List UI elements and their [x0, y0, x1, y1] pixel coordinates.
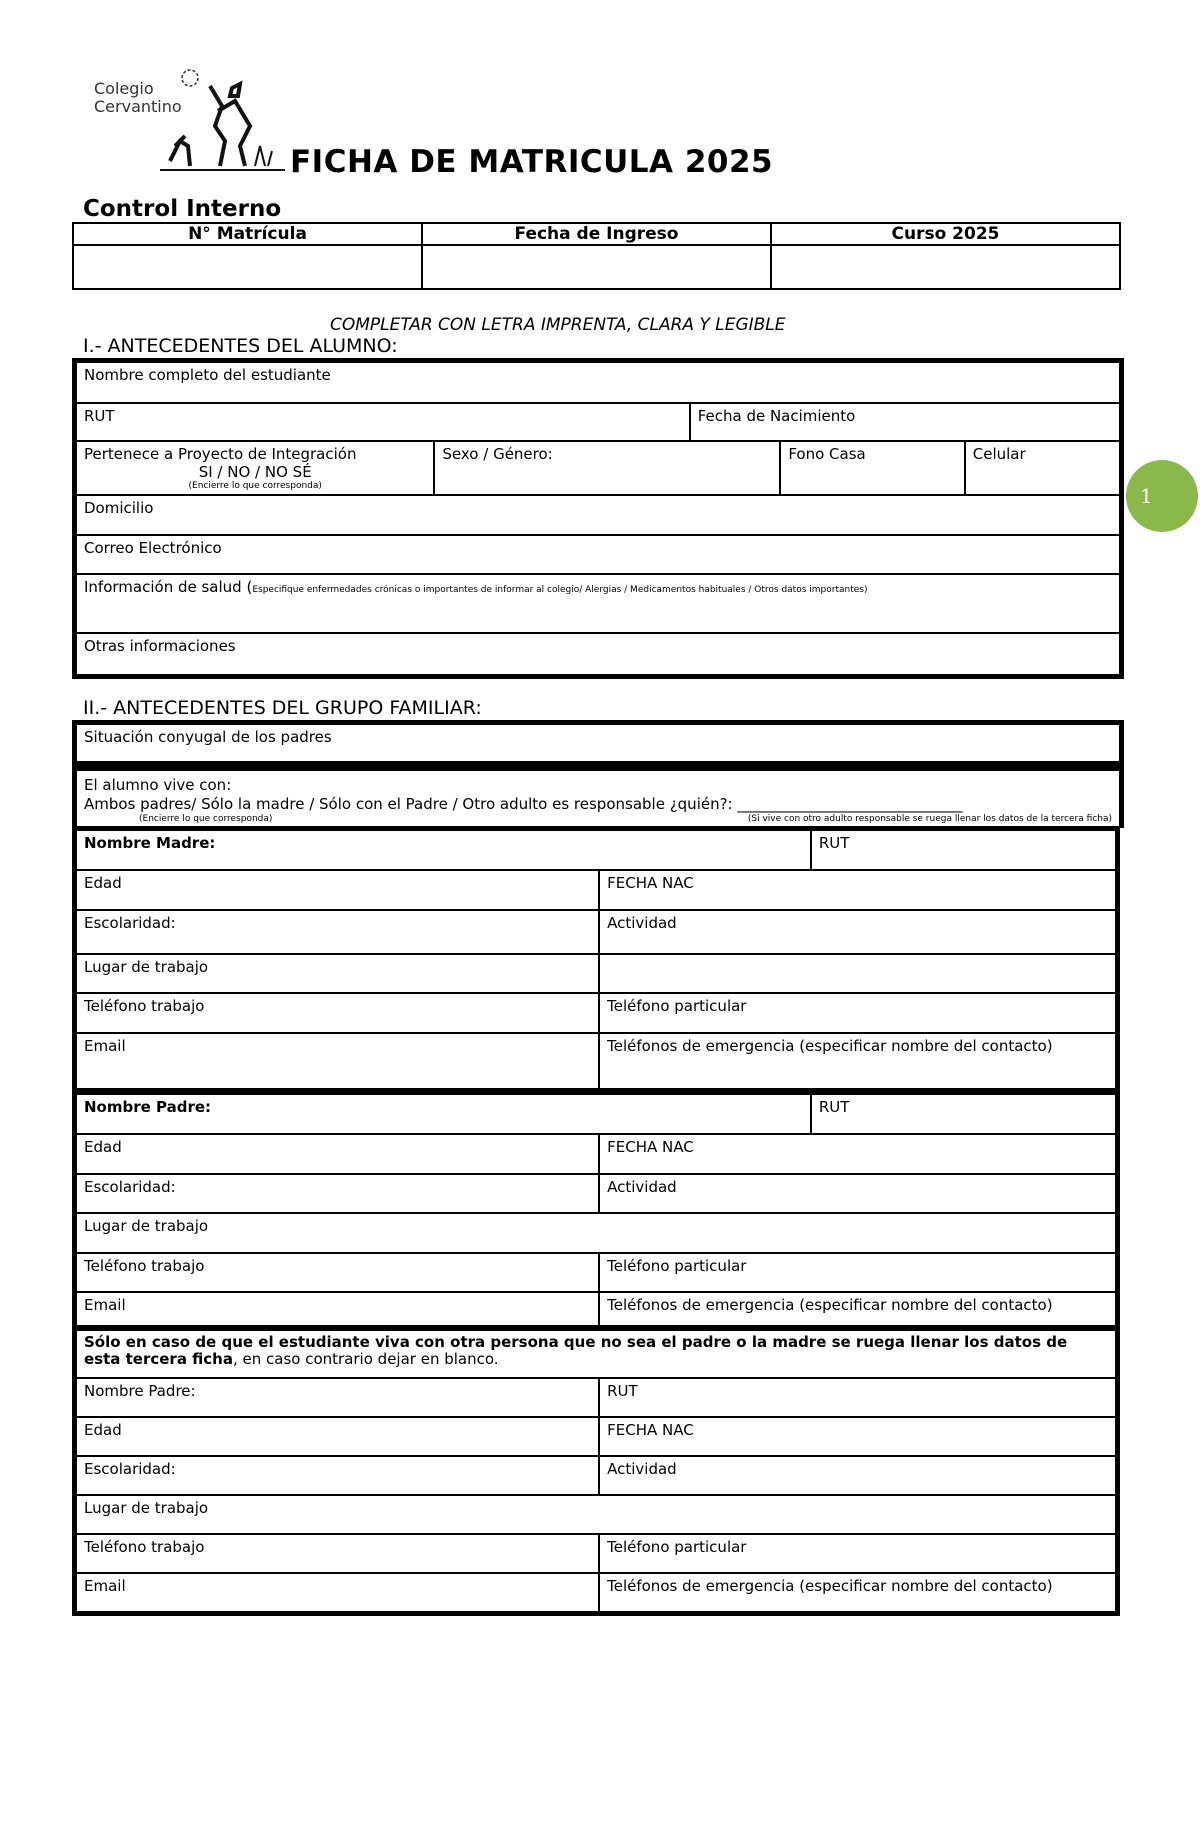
field-email-madre[interactable]: Email — [77, 1033, 599, 1088]
field-sexo-genero[interactable]: Sexo / Género: — [434, 441, 780, 495]
field-otras-informaciones[interactable]: Otras informaciones — [77, 633, 1119, 673]
tercera-ficha-form — [72, 1326, 1120, 1616]
field-rut-padre[interactable]: RUT — [811, 1095, 1115, 1134]
field-tel-particular-madre[interactable]: Teléfono particular — [599, 993, 1115, 1033]
page-title: FICHA DE MATRICULA 2025 — [290, 144, 774, 180]
page-number-badge: 1 — [1126, 460, 1198, 532]
field-fono-casa[interactable]: Fono Casa — [780, 441, 964, 495]
control-table — [72, 222, 1121, 290]
field-tel-particular-padre[interactable]: Teléfono particular — [599, 1253, 1115, 1292]
field-proyecto-integracion[interactable]: Pertenece a Proyecto de Integración SI / NO / NO SÉ (Encierre lo que corresponda) — [77, 441, 434, 495]
field-tel-trabajo-tercero[interactable]: Teléfono trabajo — [77, 1534, 599, 1573]
field-nombre-estudiante[interactable]: Nombre completo del estudiante — [77, 363, 1119, 403]
field-edad-padre[interactable]: Edad — [77, 1134, 599, 1174]
field-edad-tercero[interactable]: Edad — [77, 1417, 599, 1456]
field-actividad-madre[interactable]: Actividad — [599, 910, 1115, 954]
student-form — [72, 358, 1124, 679]
field-fechanac-madre[interactable]: FECHA NAC — [599, 870, 1115, 910]
section2-title: II.- ANTECEDENTES DEL GRUPO FAMILIAR: — [83, 697, 482, 719]
conyugal-form — [72, 720, 1124, 766]
madre-form — [72, 826, 1120, 1093]
field-fecha-ingreso[interactable] — [422, 245, 771, 289]
field-matricula[interactable] — [73, 245, 422, 289]
field-nombre-padre[interactable]: Nombre Padre: — [77, 1095, 811, 1134]
field-domicilio[interactable]: Domicilio — [77, 495, 1119, 535]
field-lugar-trabajo-tercero[interactable]: Lugar de trabajo — [77, 1495, 1115, 1534]
field-fecha-nacimiento[interactable]: Fecha de Nacimiento — [690, 403, 1119, 441]
field-email-tercero[interactable]: Email — [77, 1573, 599, 1611]
field-vive-con[interactable]: El alumno vive con: Ambos padres/ Sólo la madre / Sólo con el Padre / Otro adulto es responsable ¿quién?: ______________________________ (Encierre lo que corresponda) (Si vive con otro adulto responsable se ruega llenar los datos de la tercera ficha) — [84, 776, 1112, 824]
field-curso[interactable] — [771, 245, 1120, 289]
field-lugar-trabajo-madre[interactable]: Lugar de trabajo — [77, 954, 599, 993]
field-rut-tercero[interactable]: RUT — [599, 1378, 1115, 1417]
field-tel-trabajo-madre[interactable]: Teléfono trabajo — [77, 993, 599, 1033]
field-escolaridad-madre[interactable]: Escolaridad: — [77, 910, 599, 954]
field-email-padre[interactable]: Email — [77, 1292, 599, 1330]
field-nombre-madre[interactable]: Nombre Madre: — [77, 831, 811, 870]
don-quixote-logo-icon — [160, 66, 290, 176]
logo-line-2: Cervantino — [94, 97, 182, 116]
control-section-title: Control Interno — [83, 196, 282, 222]
padre-form — [72, 1090, 1120, 1330]
instructions: COMPLETAR CON LETRA IMPRENTA, CLARA Y LEGIBLE — [330, 315, 786, 335]
vive-con-form — [72, 766, 1124, 828]
col-fecha-ingreso: Fecha de Ingreso — [422, 223, 771, 245]
logo-line-1: Colegio — [94, 79, 154, 98]
col-curso: Curso 2025 — [771, 223, 1120, 245]
field-lugar-trabajo-padre[interactable]: Lugar de trabajo — [77, 1213, 1115, 1253]
field-fechanac-padre[interactable]: FECHA NAC — [599, 1134, 1115, 1174]
field-celular[interactable]: Celular — [965, 441, 1119, 495]
field-escolaridad-padre[interactable]: Escolaridad: — [77, 1174, 599, 1213]
field-blank-madre[interactable] — [599, 954, 1115, 993]
field-rut-madre[interactable]: RUT — [811, 831, 1115, 870]
field-tel-trabajo-padre[interactable]: Teléfono trabajo — [77, 1253, 599, 1292]
field-fechanac-tercero[interactable]: FECHA NAC — [599, 1417, 1115, 1456]
field-edad-madre[interactable]: Edad — [77, 870, 599, 910]
field-actividad-padre[interactable]: Actividad — [599, 1174, 1115, 1213]
field-situacion-conyugal[interactable]: Situación conyugal de los padres — [84, 728, 332, 746]
section1-title: I.- ANTECEDENTES DEL ALUMNO: — [83, 335, 398, 357]
field-tel-particular-tercero[interactable]: Teléfono particular — [599, 1534, 1115, 1573]
field-informacion-salud[interactable]: Información de salud (Especifique enfermedades crónicas o importantes de informar al colegio/ Alergias / Medicamentos habituales / Otros datos importantes) — [77, 574, 1119, 633]
field-actividad-tercero[interactable]: Actividad — [599, 1456, 1115, 1495]
field-rut[interactable]: RUT — [77, 403, 690, 441]
field-emergencia-padre[interactable]: Teléfonos de emergencia (especificar nombre del contacto) — [599, 1292, 1115, 1330]
field-emergencia-tercero[interactable]: Teléfonos de emergencia (especificar nombre del contacto) — [599, 1573, 1115, 1611]
field-correo[interactable]: Correo Electrónico — [77, 535, 1119, 574]
field-emergencia-madre[interactable]: Teléfonos de emergencia (especificar nombre del contacto) — [599, 1033, 1115, 1088]
tercera-ficha-notice: Sólo en caso de que el estudiante viva con otra persona que no sea el padre o la madre se ruega llenar los datos de esta tercera ficha, en caso contrario dejar en blanco. — [77, 1331, 1115, 1378]
col-matricula: N° Matrícula — [73, 223, 422, 245]
field-escolaridad-tercero[interactable]: Escolaridad: — [77, 1456, 599, 1495]
field-nombre-tercero[interactable]: Nombre Padre: — [77, 1378, 599, 1417]
